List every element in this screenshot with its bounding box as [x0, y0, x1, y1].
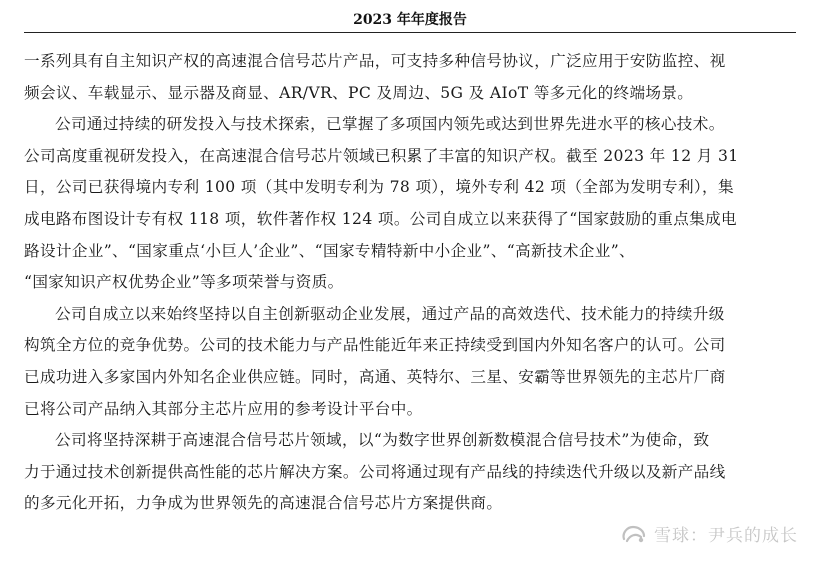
body-line: 一系列具有自主知识产权的高速混合信号芯片产品，可支持多种信号协议，广泛应用于安防监控、视: [24, 52, 726, 70]
body-line: 已将公司产品纳入其部分主芯片应用的参考设计平台中。: [24, 399, 423, 418]
header-divider: [24, 32, 796, 33]
body-line: “国家知识产权优势企业”等多项荣誉与资质。: [24, 273, 344, 292]
body-line: 构筑全方位的竞争优势。公司的技术能力与产品性能近年来正持续受到国内外知名客户的认可。公司: [24, 336, 726, 355]
body-line: 力于通过技术创新提供高性能的芯片解决方案。公司将通过现有产品线的持续迭代升级以及新产品线: [24, 462, 726, 481]
body-line: 频会议、车载显示、显示器及商显、AR/VR、PC 及周边、5G 及 AIoT 等多元化的终端场景。: [24, 83, 694, 102]
body-line: 的多元化开拓，力争成为世界领先的高速混合信号芯片方案提供商。: [24, 494, 503, 513]
watermark: [621, 521, 798, 546]
paragraph-first-line: 公司通过持续的研发投入与技术探索，已掌握了多项国内领先或达到世界先进水平的核心技术。: [55, 115, 725, 134]
report-body: [24, 46, 796, 520]
body-line: 日，公司已获得境内专利 100 项（其中发明专利为 78 项），境外专利 42 项（全部为发明专利），集: [24, 178, 734, 197]
paragraph-first-line: 公司将坚持深耕于高速混合信号芯片领域，以“为数字世界创新数模混合信号技术”为使命，致: [55, 431, 710, 450]
watermark-text: 雪球：尹兵的成长: [654, 526, 798, 546]
body-line: 成电路布图设计专有权 118 项，软件著作权 124 项。公司自成立以来获得了“国家鼓励的重点集成电: [24, 209, 737, 228]
snowball-logo-icon: [621, 523, 647, 545]
body-line: 路设计企业”、“国家重点‘小巨人’企业”、“国家专精特新中小企业”、“高新技术企业”、: [24, 241, 635, 260]
body-line: 已成功进入多家国内外知名企业供应链。同时，高通、英特尔、三星、安霸等世界领先的主芯片厂商: [24, 367, 726, 386]
paragraph-first-line: 公司自成立以来始终坚持以自主创新驱动企业发展，通过产品的高效迭代、技术能力的持续升级: [55, 304, 725, 323]
page-header-title: 2023 年年度报告: [353, 12, 467, 28]
body-line: 公司高度重视研发投入，在高速混合信号芯片领域已积累了丰富的知识产权。截至 2023 年 12 月 31: [24, 146, 739, 165]
